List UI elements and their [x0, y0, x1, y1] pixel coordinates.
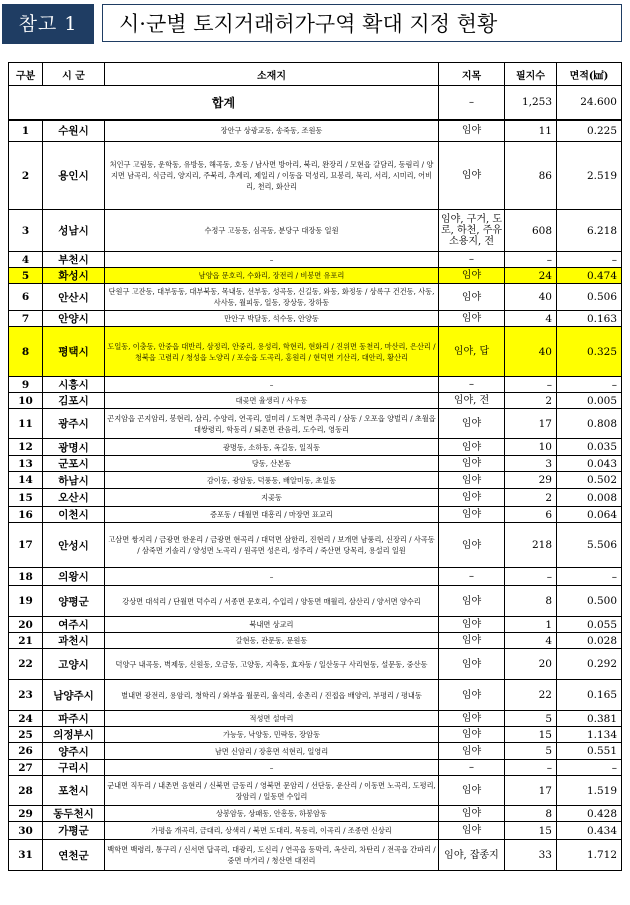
table-row [9, 680, 622, 711]
total-land-category: – [439, 86, 505, 120]
location-cell: 덕양구 내곡동, 벽제동, 신원동, 오금동, 고양동, 지축동, 효자동 / 일산동구 사리현동, 설문동, 중산동 [105, 649, 439, 680]
city-name: 여주시 [43, 617, 105, 633]
land-category-cell: 임야 [439, 743, 505, 760]
table-row [9, 120, 622, 142]
location-cell: 감이동, 광암동, 덕풍동, 배알미동, 초일동 [105, 472, 439, 489]
area-cell: 0.165 [557, 680, 622, 711]
row-number: 2 [9, 142, 43, 210]
row-number: 11 [9, 409, 43, 439]
city-name: 광명시 [43, 439, 105, 456]
row-number: 18 [9, 568, 43, 586]
lots-cell: 22 [505, 680, 557, 711]
row-number: 15 [9, 489, 43, 507]
table-row [9, 523, 622, 568]
land-category-cell: 임야 [439, 284, 505, 311]
area-cell: 0.043 [557, 456, 622, 472]
area-cell: 0.502 [557, 472, 622, 489]
location-cell: 처인구 고림동, 운학동, 유방동, 해곡동, 호동 / 남사면 방아리, 북리, 완장리 / 모현읍 갈담리, 동림리 / 양지면 남곡리, 식금리, 양지리, 주북리, 추계리, 제일리 / 이동읍 덕성리, 묘봉리, 묵리, 서리, 시미리, 어비리, 천리, 화산리 [105, 142, 439, 210]
table-row [9, 727, 622, 743]
location-cell: – [105, 568, 439, 586]
area-cell: 0.428 [557, 806, 622, 822]
location-cell: 가평읍 개곡리, 금대리, 상색리 / 북면 도대리, 목동리, 이곡리 / 조종면 신상리 [105, 822, 439, 840]
area-cell: 0.064 [557, 507, 622, 523]
area-cell: 0.225 [557, 120, 622, 142]
lots-cell: 8 [505, 806, 557, 822]
city-name: 용인시 [43, 142, 105, 210]
city-name: 고양시 [43, 649, 105, 680]
row-number: 23 [9, 680, 43, 711]
land-category-cell: 임야 [439, 806, 505, 822]
land-category-cell: 임야 [439, 456, 505, 472]
area-cell: 6.218 [557, 210, 622, 252]
lots-cell: – [505, 568, 557, 586]
report-header [2, 4, 624, 44]
area-cell: 0.808 [557, 409, 622, 439]
land-category-cell: 임야, 구거, 도로, 하천, 주유소용지, 전 [439, 210, 505, 252]
city-name: 오산시 [43, 489, 105, 507]
location-cell: 군내면 직두리 / 내촌면 음현리 / 신북면 금동리 / 영북면 문암리 / 선단동, 운산리 / 이동면 노곡리, 도평리, 장암리 / 일동면 수입리 [105, 776, 439, 806]
city-name: 양평군 [43, 586, 105, 617]
column-header-land-category: 지목 [439, 63, 505, 86]
city-name: 시흥시 [43, 377, 105, 393]
land-category-cell: 임야 [439, 649, 505, 680]
area-cell: 0.381 [557, 711, 622, 727]
location-cell: 별내면 광전리, 용암리, 청학리 / 와부읍 월문리, 율석리, 송촌리 / 진접읍 배양리, 부평리 / 평내동 [105, 680, 439, 711]
land-category-cell: 임야 [439, 142, 505, 210]
lots-cell: 5 [505, 711, 557, 727]
table-row [9, 507, 622, 523]
land-category-cell: 임야 [439, 472, 505, 489]
city-name: 성남시 [43, 210, 105, 252]
table-body [9, 86, 622, 871]
location-cell: 북내면 상교리 [105, 617, 439, 633]
city-name: 부천시 [43, 252, 105, 268]
location-cell: 수정구 고등동, 심곡동, 분당구 대장동 일원 [105, 210, 439, 252]
city-name: 안산시 [43, 284, 105, 311]
city-name: 파주시 [43, 711, 105, 727]
row-number: 26 [9, 743, 43, 760]
table-row [9, 472, 622, 489]
location-cell: 상봉암동, 상패동, 안흥동, 하봉암동 [105, 806, 439, 822]
table-row [9, 568, 622, 586]
city-name: 동두천시 [43, 806, 105, 822]
row-number: 28 [9, 776, 43, 806]
lots-cell: 33 [505, 840, 557, 871]
city-name: 수원시 [43, 120, 105, 142]
land-category-cell: – [439, 568, 505, 586]
city-name: 의정부시 [43, 727, 105, 743]
row-number: 21 [9, 633, 43, 649]
row-number: 14 [9, 472, 43, 489]
area-cell: 0.506 [557, 284, 622, 311]
column-header-no: 구분 [9, 63, 43, 86]
land-category-cell: – [439, 377, 505, 393]
row-number: 9 [9, 377, 43, 393]
row-number: 20 [9, 617, 43, 633]
lots-cell: 4 [505, 633, 557, 649]
total-lots: 1,253 [505, 86, 557, 120]
city-name: 의왕시 [43, 568, 105, 586]
location-cell: 남면 신암리 / 장흥면 석현리, 일영리 [105, 743, 439, 760]
land-category-cell: 임야 [439, 489, 505, 507]
row-number: 22 [9, 649, 43, 680]
header-row [9, 63, 622, 86]
lots-cell: 218 [505, 523, 557, 568]
lots-cell: 29 [505, 472, 557, 489]
row-number: 10 [9, 393, 43, 409]
table-row [9, 633, 622, 649]
table-row [9, 617, 622, 633]
total-label: 합계 [9, 86, 439, 120]
location-cell: – [105, 252, 439, 268]
lots-cell: 3 [505, 456, 557, 472]
row-number: 3 [9, 210, 43, 252]
table-row [9, 268, 622, 284]
row-number: 12 [9, 439, 43, 456]
table-row [9, 760, 622, 776]
lots-cell: 20 [505, 649, 557, 680]
row-number: 5 [9, 268, 43, 284]
table-row [9, 327, 622, 377]
table-row [9, 439, 622, 456]
land-category-cell: 임야 [439, 727, 505, 743]
table-row [9, 806, 622, 822]
land-category-cell: 임야 [439, 507, 505, 523]
area-cell: – [557, 568, 622, 586]
row-number: 24 [9, 711, 43, 727]
land-category-cell: 임야 [439, 680, 505, 711]
row-number: 1 [9, 120, 43, 142]
table-row [9, 586, 622, 617]
land-category-cell: 임야 [439, 822, 505, 840]
row-number: 31 [9, 840, 43, 871]
table-row [9, 456, 622, 472]
land-category-cell: 임야 [439, 523, 505, 568]
lots-cell: 8 [505, 586, 557, 617]
city-name: 군포시 [43, 456, 105, 472]
lots-cell: 10 [505, 439, 557, 456]
lots-cell: 15 [505, 822, 557, 840]
area-cell: 0.325 [557, 327, 622, 377]
row-number: 30 [9, 822, 43, 840]
lots-cell: 11 [505, 120, 557, 142]
lots-cell: – [505, 252, 557, 268]
lots-cell: – [505, 377, 557, 393]
area-cell: 0.055 [557, 617, 622, 633]
lots-cell: 40 [505, 284, 557, 311]
city-name: 포천시 [43, 776, 105, 806]
lots-cell: 15 [505, 727, 557, 743]
lots-cell: 24 [505, 268, 557, 284]
column-header-city: 시 군 [43, 63, 105, 86]
total-row [9, 86, 622, 120]
area-cell: 5.506 [557, 523, 622, 568]
area-cell: 0.500 [557, 586, 622, 617]
table-row [9, 311, 622, 327]
lots-cell: 2 [505, 489, 557, 507]
area-cell: 0.292 [557, 649, 622, 680]
land-category-cell: 임야 [439, 617, 505, 633]
lots-cell: 40 [505, 327, 557, 377]
location-cell: 단원구 고잔동, 대부동동, 대부북동, 목내동, 선부동, 성곡동, 신길동, 와동, 화정동 / 상록구 건건동, 사동, 사사동, 월피동, 일동, 장상동, 장하동 [105, 284, 439, 311]
land-category-cell: 임야 [439, 586, 505, 617]
city-name: 하남시 [43, 472, 105, 489]
land-category-cell: 임야 [439, 776, 505, 806]
row-number: 16 [9, 507, 43, 523]
city-name: 과천시 [43, 633, 105, 649]
city-name: 구리시 [43, 760, 105, 776]
table-row [9, 822, 622, 840]
total-area: 24.600 [557, 86, 622, 120]
designation-table [8, 62, 622, 871]
column-header-area: 면적(㎢) [557, 63, 622, 86]
lots-cell: 5 [505, 743, 557, 760]
lots-cell: 17 [505, 409, 557, 439]
row-number: 4 [9, 252, 43, 268]
table-row [9, 393, 622, 409]
row-number: 27 [9, 760, 43, 776]
location-cell: 곤지암읍 곤지암리, 봉현리, 삼리, 수양리, 연곡리, 열미리 / 도척면 추곡리 / 삼동 / 오포읍 양벌리 / 초월읍 대쌍령리, 학동리 / 퇴촌면 관음리, 도수리, 영동리 [105, 409, 439, 439]
city-name: 광주시 [43, 409, 105, 439]
location-cell: 가능동, 낙양동, 민락동, 장암동 [105, 727, 439, 743]
area-cell: 0.008 [557, 489, 622, 507]
location-cell: 당동, 산본동 [105, 456, 439, 472]
city-name: 연천군 [43, 840, 105, 871]
land-category-cell: 임야 [439, 711, 505, 727]
area-cell: – [557, 760, 622, 776]
city-name: 이천시 [43, 507, 105, 523]
area-cell: 0.163 [557, 311, 622, 327]
location-cell: 장안구 상광교동, 송죽동, 조원동 [105, 120, 439, 142]
city-name: 가평군 [43, 822, 105, 840]
lots-cell: 4 [505, 311, 557, 327]
land-category-cell: – [439, 252, 505, 268]
location-cell: 도일동, 이충동, 안중읍 대반리, 삼정리, 안중리, 용성리, 학현리, 현화리 / 진위면 동천리, 마산리, 은산리 / 청북읍 고렴리 / 청성읍 노양리 / 포승읍 도곡리, 홍원리 / 현덕면 기산리, 대안리, 황산리 [105, 327, 439, 377]
table-row [9, 489, 622, 507]
location-cell: 갈현동, 관문동, 문원동 [105, 633, 439, 649]
location-cell: 백학면 백령리, 통구리 / 신서면 답곡리, 대광리, 도신리 / 연곡읍 동막리, 옥산리, 차탄리 / 전곡읍 간파리 / 중면 마거리 / 청산면 대전리 [105, 840, 439, 871]
area-cell: 1.519 [557, 776, 622, 806]
city-name: 화성시 [43, 268, 105, 284]
location-cell: 적성면 설마리 [105, 711, 439, 727]
table-row [9, 776, 622, 806]
column-header-lots: 필지수 [505, 63, 557, 86]
location-cell: 강상면 대석리 / 단월면 덕수리 / 서종면 문호리, 수입리 / 양동면 매월리, 삼산리 / 양서면 양수리 [105, 586, 439, 617]
table-row [9, 377, 622, 393]
land-category-cell: 임야 [439, 439, 505, 456]
row-number: 8 [9, 327, 43, 377]
row-number: 6 [9, 284, 43, 311]
area-cell: 0.035 [557, 439, 622, 456]
row-number: 29 [9, 806, 43, 822]
location-cell: – [105, 760, 439, 776]
land-category-cell: 임야 [439, 268, 505, 284]
location-cell: 대곶면 율생리 / 사우동 [105, 393, 439, 409]
area-cell: 0.005 [557, 393, 622, 409]
row-number: 17 [9, 523, 43, 568]
table-row [9, 711, 622, 727]
land-category-cell: 임야 [439, 311, 505, 327]
area-cell: – [557, 252, 622, 268]
column-header-location: 소재지 [105, 63, 439, 86]
lots-cell: 6 [505, 507, 557, 523]
land-category-cell: 임야, 답 [439, 327, 505, 377]
reference-badge: 참고 1 [2, 4, 94, 44]
area-cell: 0.028 [557, 633, 622, 649]
location-cell: 지곶동 [105, 489, 439, 507]
location-cell: 증포동 / 대월면 대흥리 / 마장면 표교리 [105, 507, 439, 523]
table-row [9, 210, 622, 252]
location-cell: 남양읍 문호리, 수화리, 장전리 / 비봉면 유포리 [105, 268, 439, 284]
lots-cell: 2 [505, 393, 557, 409]
area-cell: 2.519 [557, 142, 622, 210]
lots-cell: – [505, 760, 557, 776]
table-row [9, 142, 622, 210]
area-cell: 0.434 [557, 822, 622, 840]
area-cell: 0.551 [557, 743, 622, 760]
city-name: 양주시 [43, 743, 105, 760]
location-cell: 광명동, 소하동, 옥길동, 일직동 [105, 439, 439, 456]
row-number: 7 [9, 311, 43, 327]
table-row [9, 649, 622, 680]
location-cell: 만안구 박달동, 석수동, 안양동 [105, 311, 439, 327]
land-category-cell: 임야 [439, 120, 505, 142]
row-number: 25 [9, 727, 43, 743]
land-category-cell: 임야 [439, 409, 505, 439]
area-cell: 1.712 [557, 840, 622, 871]
land-category-cell: 임야, 잡종지 [439, 840, 505, 871]
lots-cell: 1 [505, 617, 557, 633]
location-cell: – [105, 377, 439, 393]
area-cell: – [557, 377, 622, 393]
lots-cell: 608 [505, 210, 557, 252]
city-name: 안성시 [43, 523, 105, 568]
city-name: 안양시 [43, 311, 105, 327]
area-cell: 0.474 [557, 268, 622, 284]
city-name: 남양주시 [43, 680, 105, 711]
city-name: 김포시 [43, 393, 105, 409]
lots-cell: 17 [505, 776, 557, 806]
row-number: 19 [9, 586, 43, 617]
land-category-cell: – [439, 760, 505, 776]
lots-cell: 86 [505, 142, 557, 210]
table-row [9, 284, 622, 311]
land-category-cell: 임야, 전 [439, 393, 505, 409]
city-name: 평택시 [43, 327, 105, 377]
location-cell: 고삼면 쌍지리 / 금광면 한운리 / 금광면 현곡리 / 대덕면 삼한리, 진현리 / 보개면 남풍리, 신장리 / 사곡동 / 삼죽면 기솔리 / 양성면 노곡리 / 원곡면 성은리, 성주리 / 죽산면 당목리, 용설리 일원 [105, 523, 439, 568]
row-number: 13 [9, 456, 43, 472]
table-row [9, 409, 622, 439]
table-row [9, 840, 622, 871]
table-row [9, 743, 622, 760]
table-row [9, 252, 622, 268]
area-cell: 1.134 [557, 727, 622, 743]
land-category-cell: 임야 [439, 633, 505, 649]
page-title: 시·군별 토지거래허가구역 확대 지정 현황 [102, 4, 622, 42]
